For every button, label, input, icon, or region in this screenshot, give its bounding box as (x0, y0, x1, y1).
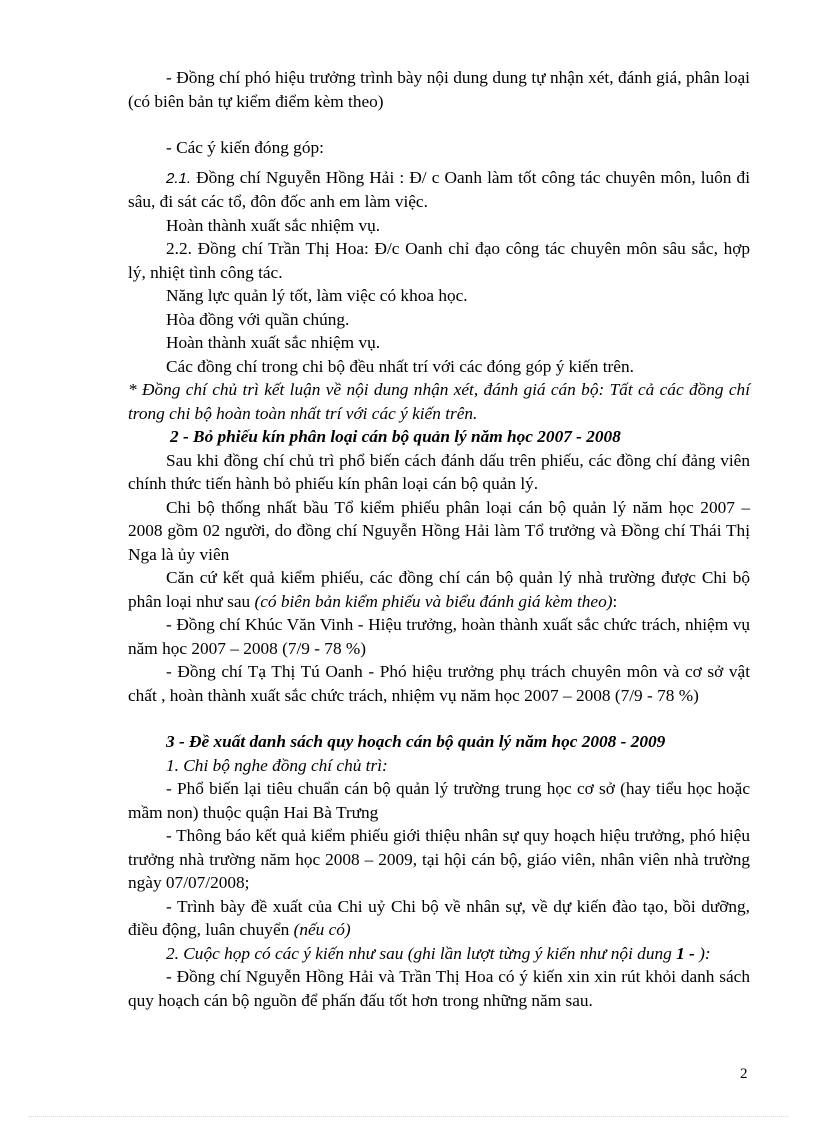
paragraph (128, 166, 750, 214)
paragraph: - Thông báo kết quả kiểm phiếu giới thiệu nhân sự quy hoạch hiệu trưởng, phó hiệu trưởng nhà trường năm học 2008 – 2009, tại hội cán bộ, giáo viên, nhân viên nhà trường ngày 07/07/2008; (128, 826, 750, 892)
paragraph: Hòa đồng với quần chúng. (166, 309, 350, 329)
paragraph: 2.2. Đồng chí Trần Thị Hoa: Đ/c Oanh chỉ đạo công tác chuyên môn sâu sắc, hợp lý, nhiệt tình công tác. (128, 239, 750, 282)
paragraph: Sau khi đồng chí chủ trì phổ biến cách đánh dấu trên phiếu, các đồng chí đảng viên chính thức tiến hành bỏ phiếu kín phân loại cán bộ quản lý. (128, 450, 750, 493)
paragraph-end: : (612, 591, 618, 611)
document-body (128, 66, 750, 1012)
section-heading: 2 - Bỏ phiếu kín phân loại cán bộ quản lý năm học 2007 - 2008 (170, 427, 621, 446)
paragraph: - Các ý kiến đóng góp: (166, 138, 324, 157)
item-number: 2.1. (166, 169, 192, 187)
paragraph: - Đồng chí phó hiệu trưởng trình bày nội dung dung tự nhận xét, đánh giá, phân loại (có biên bản tự kiểm điểm kèm theo) (128, 68, 750, 111)
paragraph: Hoàn thành xuất sắc nhiệm vụ. (166, 333, 381, 352)
paragraph (128, 566, 750, 613)
paragraph-text: Căn cứ kết quả kiểm phiếu, các đồng chí cán bộ quản lý nhà trường được Chi bộ phân loại như sau (128, 568, 750, 611)
paragraph: Các đồng chí trong chi bộ đều nhất trí với các đóng góp ý kiến trên. (166, 356, 634, 376)
paragraph (128, 942, 750, 966)
conclusion-paragraph: * Đồng chí chủ trì kết luận về nội dung nhận xét, đánh giá cán bộ: Tất cả các đồng chí trong chi bộ hoàn toàn nhất trí với các ý kiến trên. (128, 380, 750, 423)
paragraph: Hoàn thành xuất sắc nhiệm vụ. (166, 215, 381, 235)
paragraph: - Đồng chí Khúc Văn Vinh - Hiệu trưởng, hoàn thành xuất sắc chức trách, nhiệm vụ năm học 2007 – 2008 (7/9 - 78 %) (128, 615, 750, 658)
paragraph-bold: 1 - (676, 943, 695, 963)
page-number: 2 (740, 1066, 748, 1082)
paragraph-note: (có biên bản kiểm phiếu và biểu đánh giá kèm theo) (254, 591, 613, 611)
paragraph-text: 2. Cuộc họp có các ý kiến như sau (ghi lần lượt từng ý kiến như nội dung (166, 943, 677, 963)
paragraph-text: Đồng chí Nguyễn Hồng Hải : Đ/ c Oanh làm tốt công tác chuyên môn, luôn đi sâu, đi sát các tổ, đôn đốc anh em làm việc. (128, 167, 750, 211)
paragraph: 1. Chi bộ nghe đồng chí chủ trì: (166, 755, 388, 775)
paragraph: - Đồng chí Tạ Thị Tú Oanh - Phó hiệu trưởng phụ trách chuyên môn và cơ sở vật chất , hoàn thành xuất sắc chức trách, nhiệm vụ năm học 2007 – 2008 (7/9 - 78 %) (128, 662, 750, 705)
paragraph-end: ): (694, 943, 711, 963)
paragraph: - Đồng chí Nguyễn Hồng Hải và Trần Thị Hoa có ý kiến xin xin rút khỏi danh sách quy hoạch cán bộ nguồn để phấn đấu tốt hơn trong những năm sau. (128, 967, 750, 1010)
paragraph-text: - Trình bày đề xuất của Chi uỷ Chi bộ về nhân sự, về dự kiến đào tạo, bồi dưỡng, điều động, luân chuyển (128, 896, 750, 939)
page-bottom-divider (28, 1116, 788, 1117)
paragraph-note: (nếu có) (293, 920, 351, 939)
paragraph: Chi bộ thống nhất bầu Tổ kiểm phiếu phân loại cán bộ quản lý năm học 2007 – 2008 gồm 02 người, do đồng chí Nguyễn Hồng Hải làm Tổ trưởng và Đồng chí Thái Thị Nga là ủy viên (128, 497, 750, 564)
paragraph (128, 895, 750, 942)
section-heading: 3 - Đề xuất danh sách quy hoạch cán bộ quản lý năm học 2008 - 2009 (166, 732, 666, 751)
paragraph: Năng lực quản lý tốt, làm việc có khoa học. (166, 286, 468, 305)
paragraph: - Phổ biến lại tiêu chuẩn cán bộ quản lý trường trung học cơ sở (hay tiểu học hoặc mầm non) thuộc quận Hai Bà Trưng (128, 779, 750, 822)
